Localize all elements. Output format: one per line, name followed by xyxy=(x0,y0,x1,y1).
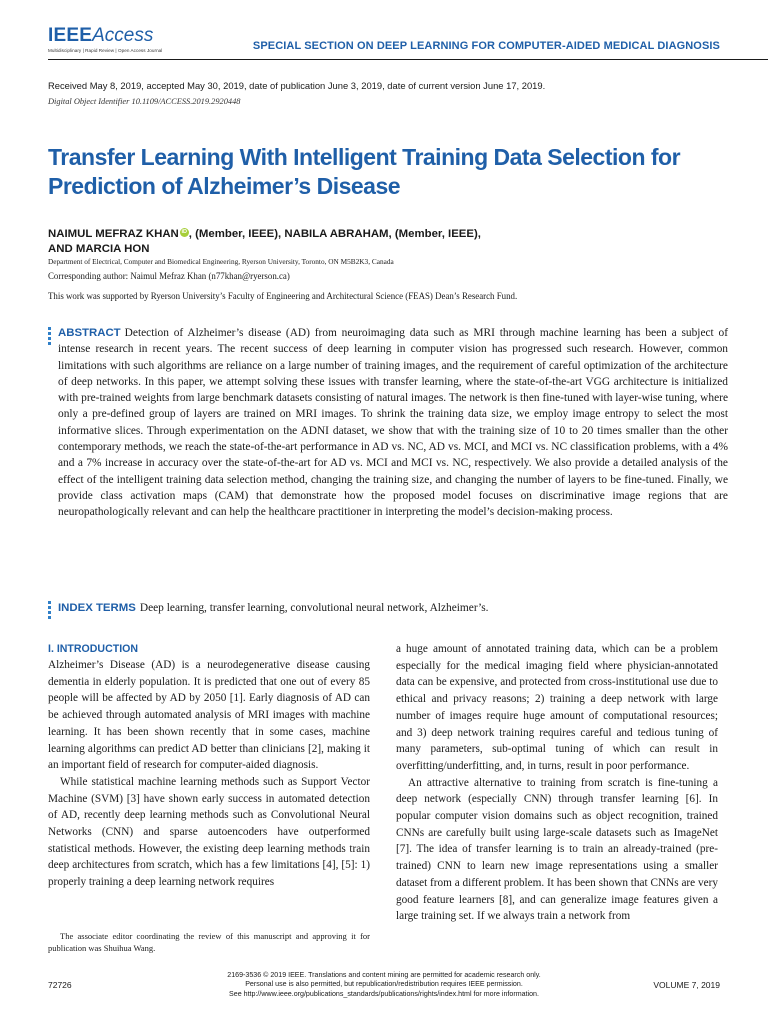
index-terms-text: Deep learning, transfer learning, convolutional neural network, Alzheimer’s. xyxy=(139,602,489,614)
logo-ieee: IEEE xyxy=(48,25,93,46)
received-dates: Received May 8, 2019, accepted May 30, 2019, date of publication June 3, 2019, date of current version June 17, 2019. xyxy=(48,80,546,91)
right-column xyxy=(396,641,718,925)
intro-paragraph-3: a huge amount of annotated training data, which can be a problem especially for the medical imaging field where physician-annotated data can be expensive, and protected from cross-institutional use due to ethical and privacy reasons; 2) training a deep network with large number of images require huge amount of computational resources; and 3) deep network training requires careful and tedious tuning of many parameters, sub-optimal tuning of which can result in overfitting/underfitting, and, in turns, result in poor performance. xyxy=(396,643,718,772)
author-list-rest: , (Member, IEEE), NABILA ABRAHAM, (Member, IEEE), xyxy=(188,228,481,240)
logo-wordmark xyxy=(48,26,178,46)
index-terms-label: INDEX TERMS xyxy=(58,602,136,614)
left-column xyxy=(48,641,370,891)
copyright-notice xyxy=(190,971,578,999)
copyright-line-3[interactable]: See http://www.ieee.org/publications_standards/publications/rights/index.html for more information. xyxy=(229,989,539,998)
logo-access: Access xyxy=(92,25,154,46)
copyright-line-1: 2169-3536 © 2019 IEEE. Translations and content mining are permitted for academic research only. xyxy=(227,971,541,979)
abstract-text: Detection of Alzheimer’s disease (AD) from neuroimaging data such as MRI through machine learning has been a subject of intense research in recent years. The recent success of deep learning in computer vision has progressed such research. However, common limitations with such algorithms are reliance on a large number of training images, and the requirement of careful optimization of the architecture of deep networks. In this paper, we attempt solving these issues with transfer learning, where the state-of-the-art VGG architecture is initialized with pre-trained weights from large benchmark datasets consisting of natural images. The network is then fine-tuned with layer-wise tuning, where only a pre-defined group of layers are trained on MRI images. To shrink the training data size, we employ image entropy to select the most informative slices. Through experimentation on the ADNI dataset, we show that with the training size of 10 to 20 times smaller than the other contemporary methods, we reach the state-of-the-art performance in AD vs. NC, AD vs. MCI, and MCI vs. NC classification problems, with a 4% and a 7% increase in accuracy over the state-of-the-art for AD vs. MCI and MCI vs. NC, respectively. We also provide a detailed analysis of the effect of the intelligent training data selection method, changing the training size, and changing the number of layers to be fine-tuned. Finally, we provide class activation maps (CAM) that demonstrate how the proposed model focuses on discriminative image regions that are neuropathologically relevant and can help the healthcare practitioner in interpreting the model’s decision-making process. xyxy=(58,327,728,519)
doi-identifier[interactable]: Digital Object Identifier 10.1109/ACCESS.2019.2920448 xyxy=(48,97,241,106)
special-section-title: SPECIAL SECTION ON DEEP LEARNING FOR COMPUTER-AIDED MEDICAL DIAGNOSIS xyxy=(252,40,720,52)
funding-statement: This work was supported by Ryerson University’s Faculty of Engineering and Architectural Science (FEAS) Dean’s Research Fund. xyxy=(48,291,518,301)
section-heading-introduction: I. INTRODUCTION xyxy=(48,643,139,655)
header-divider xyxy=(48,59,768,60)
index-terms xyxy=(58,600,728,616)
editor-footnote: The associate editor coordinating the review of this manuscript and approving it for publication was Shuihua Wang. xyxy=(48,931,370,953)
intro-paragraph-4: An attractive alternative to training from scratch is fine-tuning a deep network (especially CNN) through transfer learning [6]. In popular computer vision domains such as object recognition, trained CNNs are carefully built using large-scale datasets such as ImageNet [7]. The idea of transfer learning is to train an already-trained (pre-trained) CNN to learn new image representations using a smaller dataset from a different problem. It has been shown that CNNs are very good feature learners [8], and can generalize image features given a large training set. If we always train a network from xyxy=(396,776,718,923)
copyright-line-2: Personal use is also permitted, but republication/redistribution requires IEEE permission. xyxy=(245,980,523,989)
orcid-icon[interactable]: iD xyxy=(181,229,188,235)
paper-title: Transfer Learning With Intelligent Training Data Selection for Prediction of Alzheimer’s Disease xyxy=(48,144,681,199)
affiliation: Department of Electrical, Computer and Biomedical Engineering, Ryerson University, Toronto, ON M5B2K3, Canada xyxy=(48,257,394,266)
page-number: 72726 xyxy=(48,980,72,990)
volume-label: VOLUME 7, 2019 xyxy=(653,980,720,990)
abstract-marker-icon xyxy=(48,327,51,347)
logo-tagline: Multidisciplinary | Rapid Review | Open Access Journal xyxy=(48,48,163,53)
corresponding-author: Corresponding author: Naimul Mefraz Khan (n77khan@ryerson.ca) xyxy=(48,271,290,281)
first-author: NAIMUL MEFRAZ KHAN xyxy=(48,228,179,240)
abstract-label: ABSTRACT xyxy=(58,327,121,339)
author-list-last: AND MARCIA HON xyxy=(48,243,150,255)
author-list xyxy=(48,227,648,257)
intro-paragraph-1: Alzheimer’s Disease (AD) is a neurodegenerative disease causing dementia in elderly population. It is predicted that one out of every 85 people will be affected by AD by 2050 [1]. Early diagnosis of AD can be achieved through automated analysis of MRI images with machine learning. It has been shown recently that in some cases, machine learning algorithms can predict AD better than clinicians [2], making it an important field of research for computer-aided diagnosis. xyxy=(48,659,370,772)
index-terms-marker-icon xyxy=(48,601,51,621)
journal-logo xyxy=(48,26,178,53)
intro-paragraph-2: While statistical machine learning methods such as Support Vector Machine (SVM) [3] have shown early success in automated detection of AD, recently deep learning methods such as Convolutional Neural Networks (CNN) and sparse autoencoders have outperformed statistical methods. However, the existing deep learning methods train deep architectures from scratch, which has a few limitations [4], [5]: 1) properly training a deep learning network requires xyxy=(48,775,370,889)
abstract xyxy=(58,325,728,521)
